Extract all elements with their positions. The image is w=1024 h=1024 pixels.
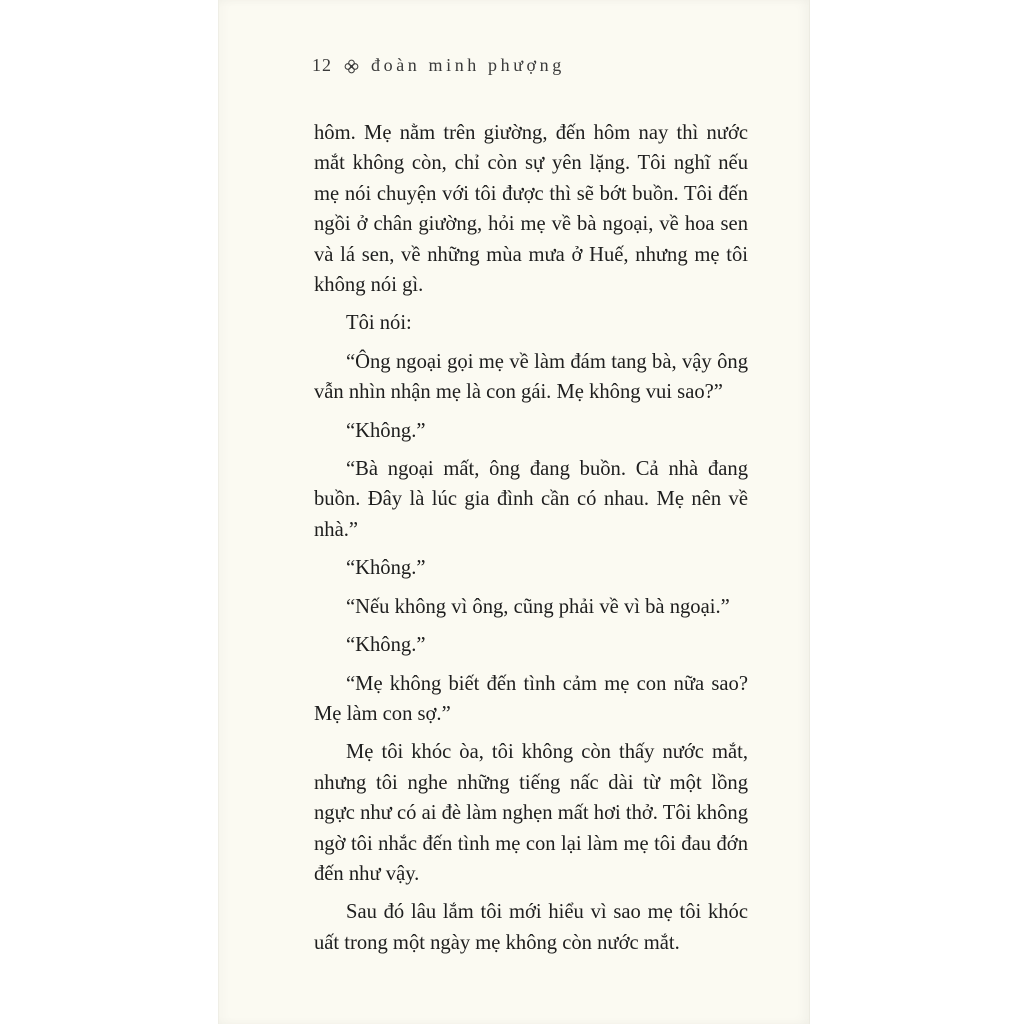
paragraph: “Không.”	[346, 557, 426, 580]
flower-ornament-icon	[344, 58, 359, 73]
paragraph: Sau đó lâu lắm tôi mới hiểu vì sao mẹ tôi khóc uất trong một ngày mẹ không còn nước mắt.	[314, 901, 748, 954]
body-text	[314, 118, 748, 966]
paragraph: Mẹ tôi khóc òa, tôi không còn thấy nước mắt, nhưng tôi nghe những tiếng nấc dài từ một lồng ngực như có ai đè làm nghẹn mất hơi thở. Tôi không ngờ tôi nhắc đến tình mẹ con lại làm mẹ tôi đau đớn đến như vậy.	[314, 741, 748, 885]
paragraph: “Không.”	[346, 634, 426, 657]
paragraph: “Bà ngoại mất, ông đang buồn. Cả nhà đang buồn. Đây là lúc gia đình cần có nhau. Mẹ nên về nhà.”	[314, 458, 748, 541]
running-head	[312, 55, 565, 76]
page-left-edge	[218, 0, 219, 1024]
page-right-edge	[809, 0, 810, 1024]
author-name: đoàn minh phượng	[371, 55, 565, 75]
paragraph: “Không.”	[346, 419, 426, 442]
paragraph: hôm. Mẹ nằm trên giường, đến hôm nay thì nước mắt không còn, chỉ còn sự yên lặng. Tôi nghĩ nếu mẹ nói chuyện với tôi được thì sẽ bớt buồn. Tôi đến ngồi ở chân giường, hỏi mẹ về bà ngoại, về hoa sen và lá sen, về những mùa mưa ở Huế, nhưng mẹ tôi không nói gì.	[314, 122, 748, 297]
paragraph: “Ông ngoại gọi mẹ về làm đám tang bà, vậy ông vẫn nhìn nhận mẹ là con gái. Mẹ không vui sao?”	[314, 350, 748, 404]
paragraph: “Mẹ không biết đến tình cảm mẹ con nữa sao? Mẹ làm con sợ.”	[314, 672, 748, 725]
page-number: 12	[312, 55, 332, 75]
paragraph: Tôi nói:	[346, 312, 412, 335]
paragraph: “Nếu không vì ông, cũng phải về vì bà ngoại.”	[346, 595, 730, 618]
